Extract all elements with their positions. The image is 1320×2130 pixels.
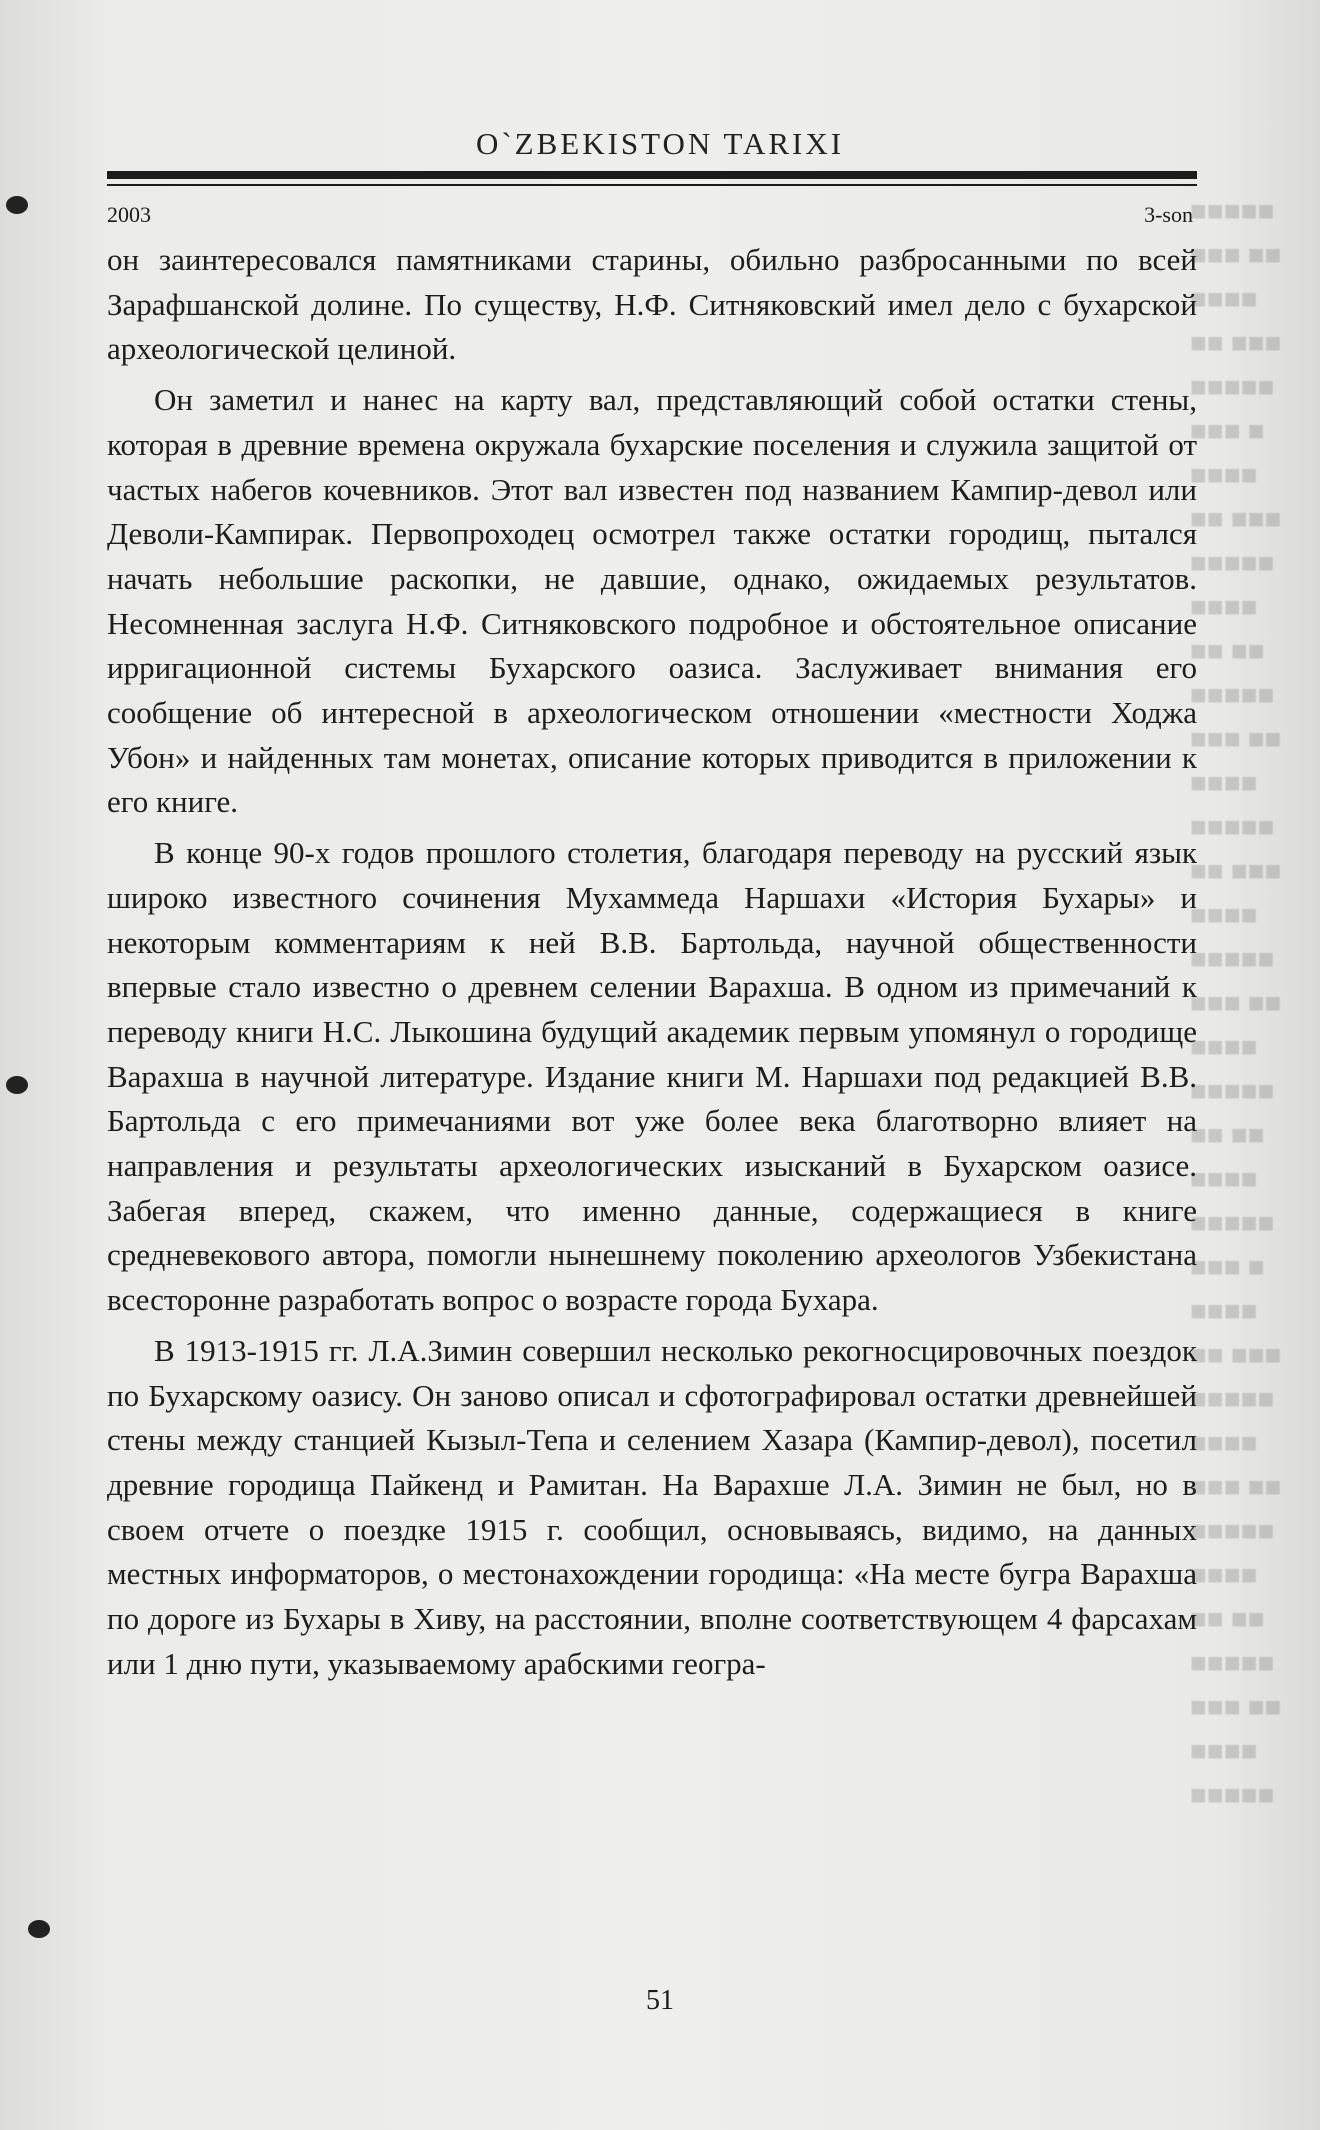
issue-number: 3-son <box>1144 202 1193 227</box>
paragraph: В конце 90-х годов прошлого столетия, благодаря переводу на русский язык широко известного сочинения Мухаммеда Наршахи «История Бухары» и некоторым комментариям к ней В.В. Бартольда, научной общественности впервые стало известно о древнем селении Варахша. В одном из примечаний к переводу книги Н.С. Лыкошина будущий академик первым упомянул о городище Варахша в научной литературе. Издание книги М. Наршахи под редакцией В.В. Бартольда с его примечаниями вот уже более века благотворно влияет на направления и результаты археологических изысканий в Бухарском оазисе. Забегая вперед, скажем, что именно данные, содержащиеся в книге средневекового автора, помогли нынешнему поколению археологов Узбекистана всесторонне разработать вопрос о возрасте города Бухара. <box>107 835 1197 1318</box>
punch-hole-mark <box>6 1076 28 1094</box>
page-number: 51 <box>646 1985 674 2016</box>
issue-year: 2003 <box>107 202 151 227</box>
journal-title: O`ZBEKISTON TARIXI <box>475 126 845 161</box>
article-body <box>107 238 1197 1693</box>
paragraph: он заинтересовался памятниками старины, обильно разбросанными по всей Зарафшанской долине. По существу, Н.Ф. Ситняковский имел дело с бухарской археологической целиной. <box>107 242 1197 367</box>
paragraph: В 1913-1915 гг. Л.А.Зимин совершил несколько рекогносцировочных поездок по Бухарскому оазису. Он заново описал и сфотографировал остатки древнейшей стены между станцией Кызыл-Тепа и селением Хазара (Кампир-девол), посетил древние городища Пайкенд и Рамитан. На Варахше Л.А. Зимин не был, но в своем отчете о поездке 1915 г. сообщил, основываясь, видимо, на данных местных информаторов, о местонахождении городища: «На месте бугра Варахша по дороге из Бухары в Хиву, на расстоянии, вполне соответствующем 4 фарсахам или 1 дню пути, указываемому арабскими геогра- <box>107 1332 1197 1681</box>
punch-hole-mark <box>28 1920 50 1938</box>
bleed-through-text: ■■■■■ ■■■ ■■ ■■■■ ■■ ■■■ ■■■■■ ■■■ ■ ■■■■ ■■ ■■■ ■■■■■ ■■■■ ■■ ■■ ■■■■■ ■■■ ■■ ■■■■ ■■■■■ ■■ ■■■ ■■■■ ■■■■■ ■■■ ■■ ■■■■ ■■■■■ ■■ ■■ ■■■■ ■■■■■ ■■■ ■ ■■■■ ■■ ■■■ ■■■■■ ■■■■ ■■■ ■■ ■■■■■ ■■■■ ■■ ■■ ■■■■■ ■■■ ■■ ■■■■ ■■■■■ <box>1190 196 1282 1811</box>
punch-hole-mark <box>6 196 28 214</box>
header-rule-thin <box>107 184 1197 186</box>
header-rule-thick <box>107 171 1197 179</box>
paragraph: Он заметил и нанес на карту вал, представляющий собой остатки стены, которая в древние времена окружала бухарские поселения и служила защитой от частых набегов кочевников. Этот вал известен под названием Кампир-девол или Деволи-Кампирак. Первопроходец осмотрел также остатки городищ, пытался начать небольшие раскопки, не давшие, однако, ожидаемых результатов. Несомненная заслуга Н.Ф. Ситняковского подробное и обстоятельное описание ирригационной системы Бухарского оазиса. Заслуживает внимания его сообщение об интересной в археологическом отношении «местности Ходжа Убон» и найденных там монетах, описание которых приводится в приложении к его книге. <box>107 382 1197 820</box>
